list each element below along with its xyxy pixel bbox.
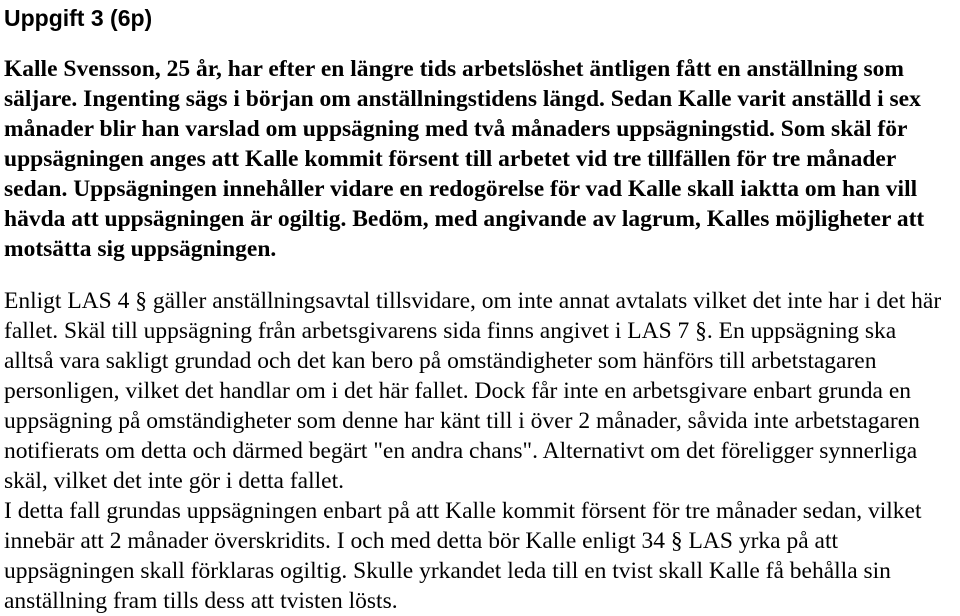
document-page (0, 4, 960, 614)
assignment-heading: Uppgift 3 (6p) (4, 5, 153, 31)
question-text: Kalle Svensson, 25 år, har efter en längre tids arbetslöshet äntligen fått en anställning som säljare. Ingenting sägs i början om anställningstidens längd. Sedan Kalle varit anställd i sex månader blir han varslad om uppsägning med två månaders uppsägningstid. Som skäl för uppsägningen anges att Kalle kommit försent till arbetet vid tre tillfällen för tre månader sedan. Uppsägningen innehåller vidare en redogörelse för vad Kalle skall iaktta om han vill hävda att uppsägningen är ogiltig. Bedöm, med angivande av lagrum, Kalles möjligheter att motsätta sig uppsägningen. (4, 56, 925, 262)
answer-paragraph-1: Enligt LAS 4 § gäller anställningsavtal tillsvidare, om inte annat avtalats vilket det inte har i det här fallet. Skäl till uppsägning från arbetsgivarens sida finns angivet i LAS 7 §. En uppsägning ska alltså vara sakligt grundad och det kan bero på omständigheter som hänförs till arbetstagaren personligen, vilket det handlar om i det här fallet. Dock får inte en arbetsgivare enbart grunda en uppsägning på omständigheter som denne har känt till i över 2 månader, såvida inte arbetstagaren notifierats om detta och därmed begärt "en andra chans". Alternativt om det föreligger synnerliga skäl, vilket det inte gör i detta fallet. (4, 288, 942, 494)
answer-paragraph-2: I detta fall grundas uppsägningen enbart på att Kalle kommit försent för tre månader sedan, vilket innebär att 2 månader överskridits. I och med detta bör Kalle enligt 34 § LAS yrka på att uppsägningen skall förklaras ogiltig. Skulle yrkandet leda till en tvist skall Kalle få behålla sin anställning fram tills dess att tvisten lösts. (4, 498, 922, 614)
answer-text (4, 286, 950, 616)
